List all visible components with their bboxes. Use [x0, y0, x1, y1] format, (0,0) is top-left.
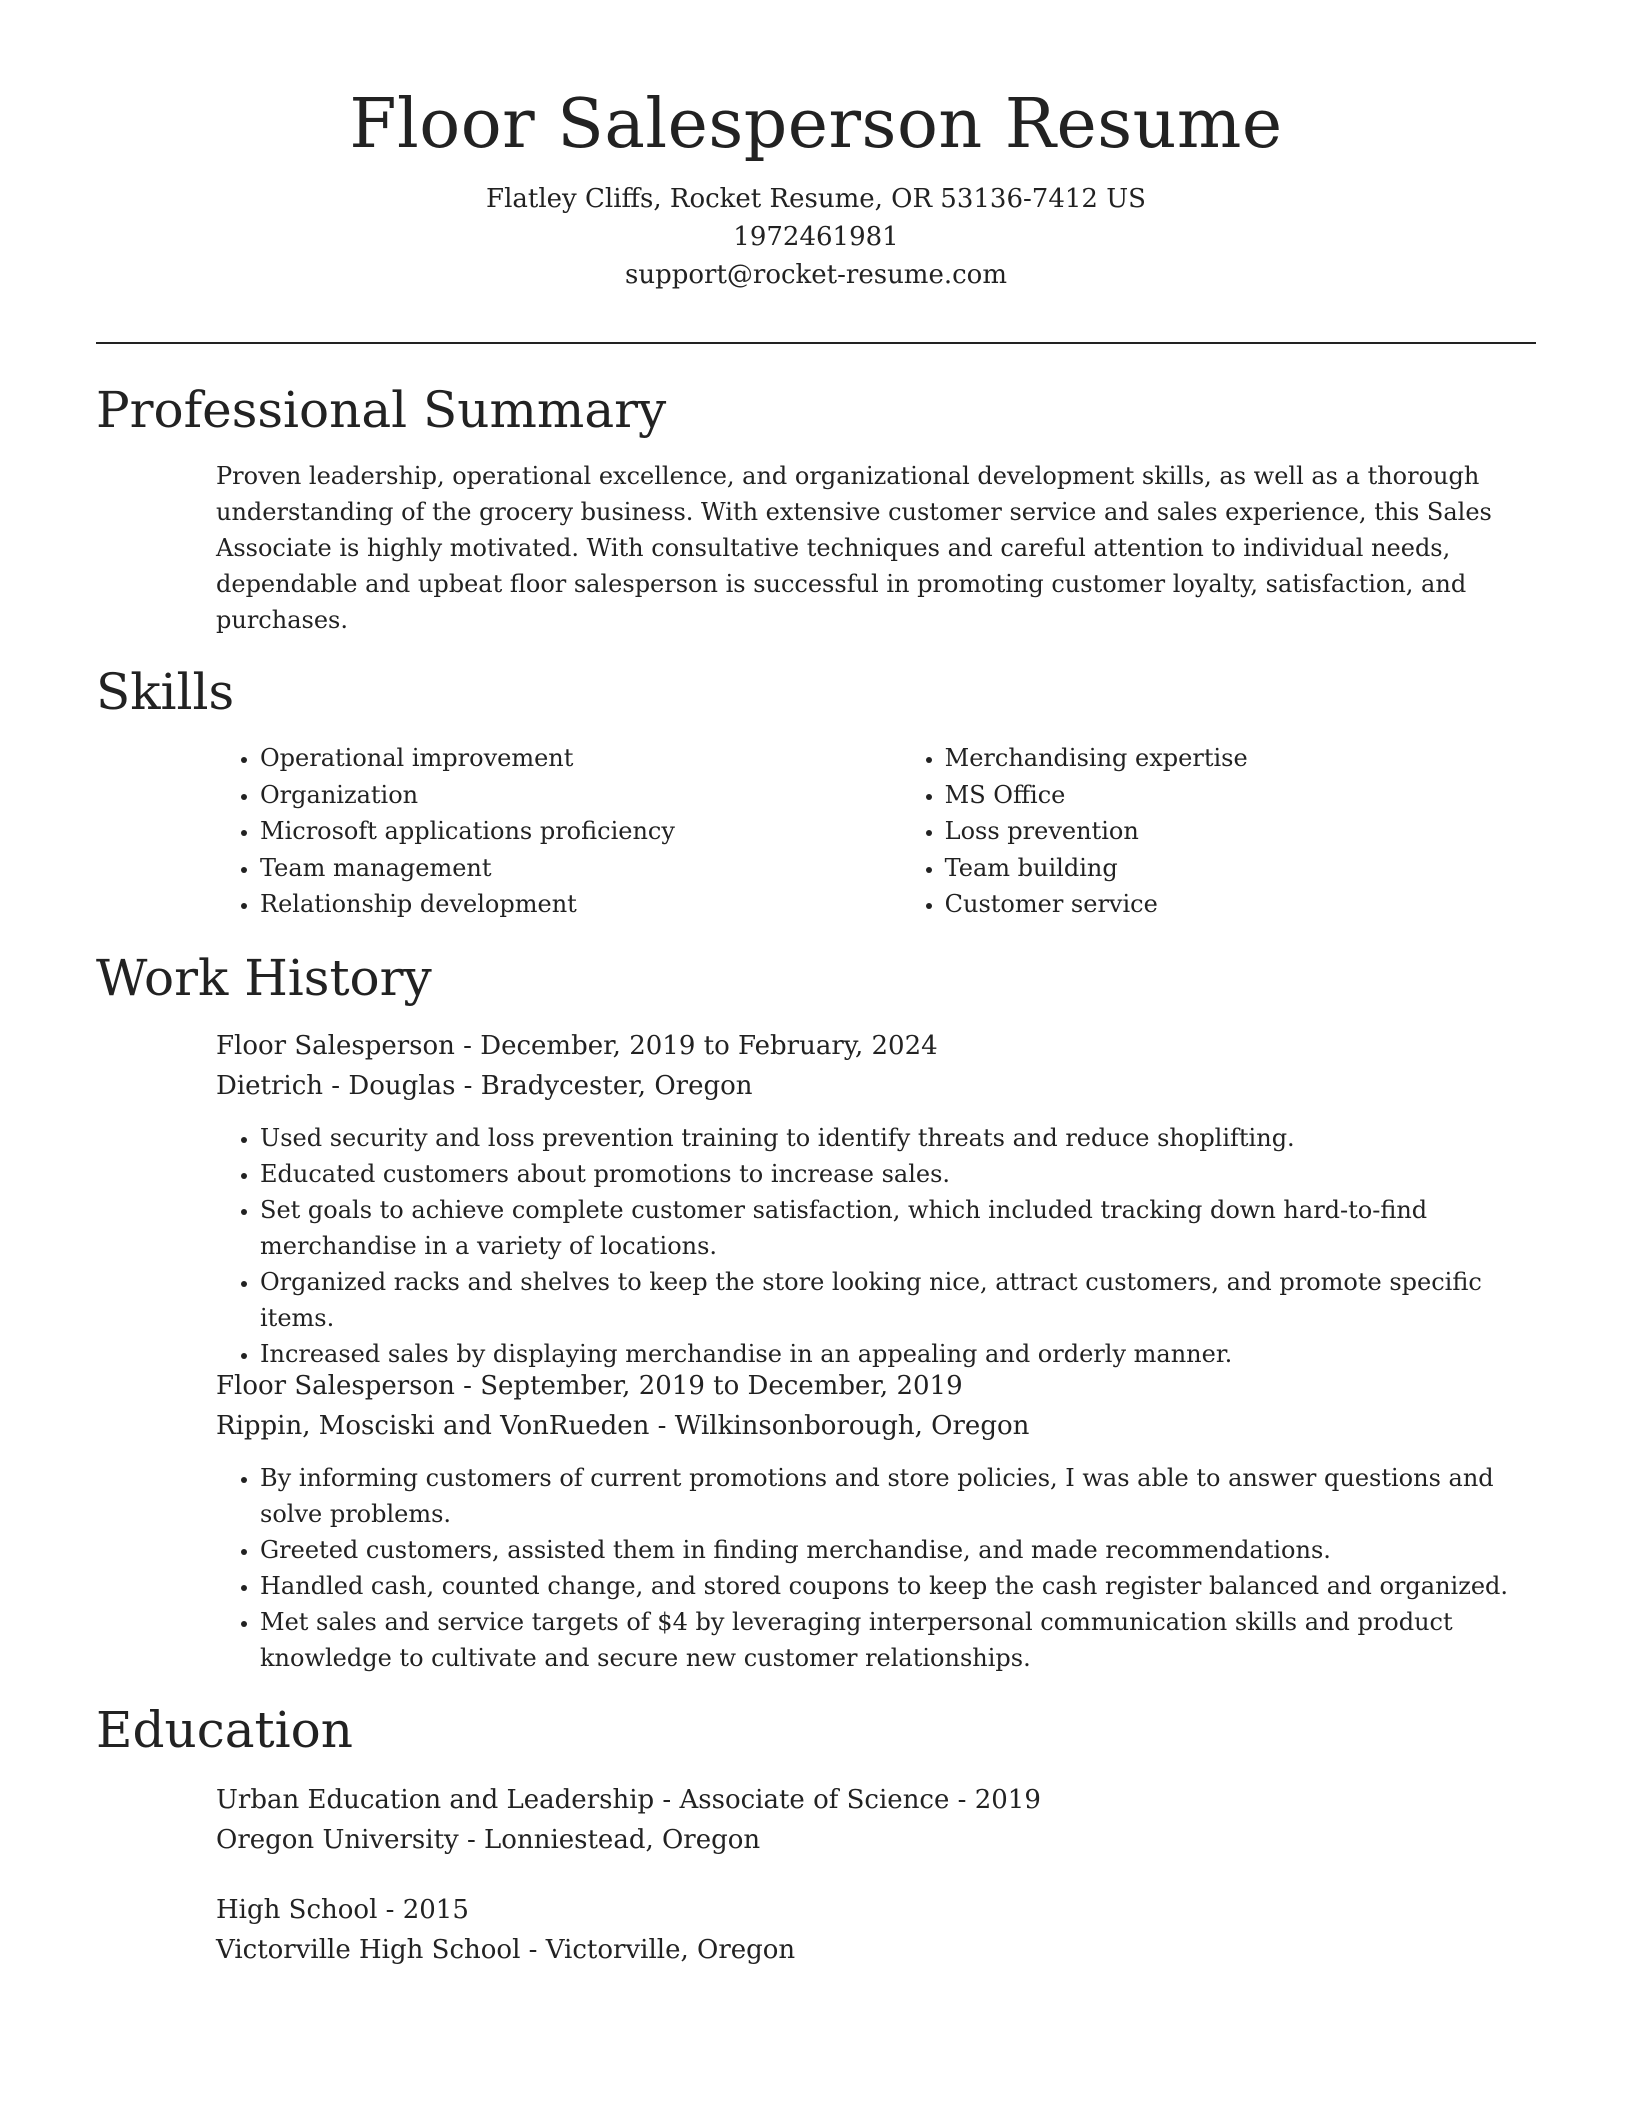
skills-right-column: [901, 740, 1536, 923]
education-school-line: [216, 1820, 1536, 1860]
education-degree: Urban Education and Leadership - Associate of Science: [216, 1785, 950, 1815]
work-history-heading: Work History: [96, 949, 432, 1007]
duty-item: • Increased sales by displaying merchandise in an appealing and orderly manner.: [260, 1336, 1536, 1372]
job-location: - Bradycester, Oregon: [455, 1071, 753, 1101]
duty-item: • Handled cash, counted change, and stored coupons to keep the cash register balanced and organized.: [260, 1568, 1536, 1604]
skill-item: • MS Office: [945, 777, 1536, 814]
skill-item: • Customer service: [945, 886, 1536, 923]
skills-heading: Skills: [96, 663, 235, 721]
education-location: - Lonniestead, Oregon: [458, 1825, 761, 1855]
job-company-line: [216, 1066, 1536, 1106]
job-location: - Wilkinsonborough, Oregon: [649, 1411, 1030, 1441]
education-year: - 2015: [377, 1895, 469, 1925]
summary-heading: Professional Summary: [96, 381, 667, 439]
education-heading: Education: [96, 1701, 353, 1759]
skills-list: [216, 740, 1536, 923]
header-divider: [96, 342, 1536, 344]
job-duties: [216, 1460, 1536, 1676]
education-entry: [216, 1780, 1536, 1860]
duty-item: • By informing customers of current promotions and store policies, I was able to answer questions and solve problems.: [260, 1460, 1536, 1532]
education-entry: [216, 1890, 1536, 1970]
skill-item: • Merchandising expertise: [945, 740, 1536, 777]
skill-item: • Relationship development: [260, 886, 901, 923]
job-company-line: [216, 1406, 1536, 1446]
skill-item: • Microsoft applications proficiency: [260, 813, 901, 850]
resume-header: [0, 80, 1632, 294]
education-school: Oregon University: [216, 1825, 459, 1855]
skill-item: • Organization: [260, 777, 901, 814]
job-title-line: [216, 1026, 1536, 1066]
education-degree: High School: [216, 1895, 378, 1925]
contact-address: Flatley Cliffs, Rocket Resume, OR 53136-7412 US: [486, 184, 1146, 214]
skill-item: • Team management: [260, 850, 901, 887]
job-dates: - December, 2019 to February, 2024: [454, 1031, 938, 1061]
job-company: Dietrich - Douglas: [216, 1071, 456, 1101]
skills-left-column: [216, 740, 901, 923]
duty-item: • Educated customers about promotions to increase sales.: [260, 1156, 1536, 1192]
education-location: - Victorville, Oregon: [520, 1935, 796, 1965]
page-title: Floor Salesperson Resume: [349, 85, 1283, 164]
duty-item: • Met sales and service targets of $4 by leveraging interpersonal communication skills and product knowledge to cultivate and secure new customer relationships.: [260, 1604, 1536, 1676]
education-year: - 2019: [949, 1785, 1041, 1815]
education-school: Victorville High School: [216, 1935, 521, 1965]
job-title-line: [216, 1366, 1536, 1406]
job-company: Rippin, Mosciski and VonRueden: [216, 1411, 650, 1441]
job-duties: [216, 1120, 1536, 1372]
duty-item: • Set goals to achieve complete customer satisfaction, which included tracking down hard-to-find merchandise in a variety of locations.: [260, 1192, 1536, 1264]
skill-item: • Operational improvement: [260, 740, 901, 777]
job-entry: [216, 1366, 1536, 1676]
summary-text: Proven leadership, operational excellence, and organizational development skills, as well as a thorough understanding of the grocery business. With extensive customer service and sales experience, this Sales Associate is highly motivated. With consultative techniques and careful attention to individual needs, dependable and upbeat floor salesperson is successful in promoting customer loyalty, satisfaction, and purchases.: [216, 462, 1492, 634]
job-title: Floor Salesperson: [216, 1031, 455, 1061]
duty-item: • Used security and loss prevention training to identify threats and reduce shoplifting.: [260, 1120, 1536, 1156]
duty-item: • Organized racks and shelves to keep the store looking nice, attract customers, and promote specific items.: [260, 1264, 1536, 1336]
job-entry: [216, 1026, 1536, 1372]
summary-block: [216, 458, 1536, 638]
duty-item: • Greeted customers, assisted them in finding merchandise, and made recommendations.: [260, 1532, 1536, 1568]
job-title: Floor Salesperson: [216, 1371, 455, 1401]
contact-email: support@rocket-resume.com: [624, 260, 1007, 290]
job-dates: - September, 2019 to December, 2019: [454, 1371, 963, 1401]
education-degree-line: [216, 1890, 1536, 1930]
education-school-line: [216, 1930, 1536, 1970]
skill-item: • Team building: [945, 850, 1536, 887]
education-degree-line: [216, 1780, 1536, 1820]
contact-phone: 1972461981: [733, 222, 899, 252]
skill-item: • Loss prevention: [945, 813, 1536, 850]
